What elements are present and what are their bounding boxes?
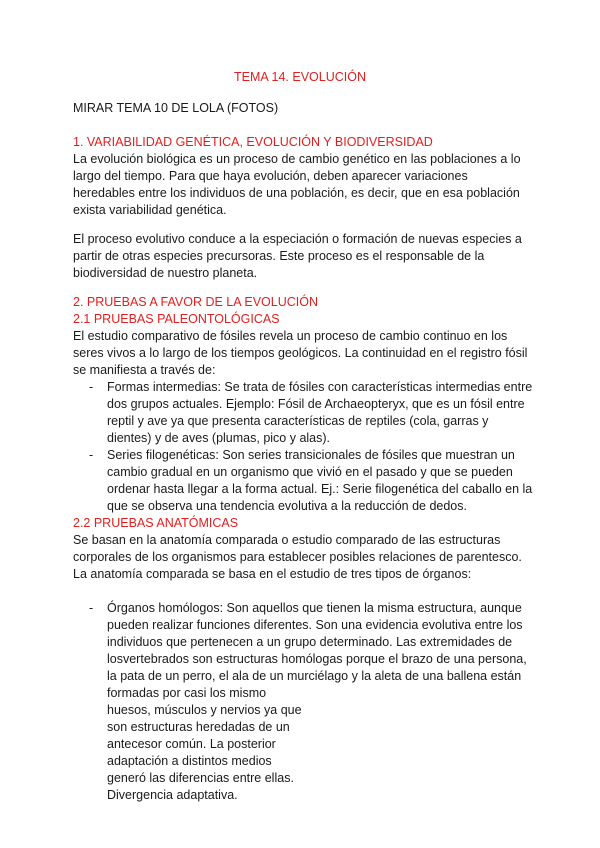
homologous-line: antecesor común. La posterior	[107, 737, 276, 751]
organ-types-list	[73, 600, 533, 804]
list-item	[73, 600, 533, 804]
fossil-evidence-list	[73, 379, 533, 515]
list-item: - Series filogenéticas: Son series transicionales de fósiles que muestran un cambio gradual en un organismo que vivió en el pasado y que se pueden ordenar hasta llegar a la forma actual. Ej.: Serie filogenética del caballo en la que se observa una tendencia evolutiva a la reducción de dedos.	[73, 447, 533, 515]
section2-heading: 2. PRUEBAS A FAVOR DE LA EVOLUCIÓN	[73, 295, 318, 309]
homologous-line: generó las diferencias entre ellas.	[107, 771, 294, 785]
note-line: MIRAR TEMA 10 DE LOLA (FOTOS)	[73, 101, 279, 115]
section2-2-intro: Se basan en la anatomía comparada o estudio comparado de las estructuras corporales de los organismos para establecer posibles relaciones de parentesco. La anatomía comparada se basa en el estudio de tres tipos de órganos:	[73, 533, 522, 581]
section2-1-intro: El estudio comparativo de fósiles revela un proceso de cambio continuo en los seres vivos a lo largo de los tiempos geológicos. La continuidad en el registro fósil se manifiesta a través de:	[73, 329, 528, 377]
section2-1-heading: 2.1 PRUEBAS PALEONTOLÓGICAS	[73, 312, 280, 326]
homologous-organs-text: Órganos homólogos: Son aquellos que tienen la misma estructura, aunque pueden realizar funciones diferentes. Son una evidencia evolutiva entre los individuos que pertenecen a un grupo determinado. Las extremidades de losvertebrados son estructuras homólogas porque el brazo de una persona, la pata de un perro, el ala de un murciélago y la aleta de una ballena están	[107, 601, 527, 683]
document-title: TEMA 14. EVOLUCIÓN	[234, 70, 366, 84]
homologous-line: son estructuras heredadas de un	[107, 720, 290, 734]
section1-heading: 1. VARIABILIDAD GENÉTICA, EVOLUCIÓN Y BIODIVERSIDAD	[73, 135, 433, 149]
document-body	[73, 100, 533, 804]
section1-paragraph-1: La evolución biológica es un proceso de cambio genético en las poblaciones a lo largo del tiempo. Para que haya evolución, deben aparecer variaciones heredables entre los individuos de una población, es decir, que en esa población exista variabilidad genética.	[73, 152, 521, 217]
homologous-line: formadas por casi los mismo	[107, 686, 267, 700]
section1-paragraph-2: El proceso evolutivo conduce a la especiación o formación de nuevas especies a partir de otras especies precursoras. Este proceso es el responsable de la biodiversidad de nuestro planeta.	[73, 232, 522, 280]
list-item: - Formas intermedias: Se trata de fósiles con características intermedias entre dos grupos actuales. Ejemplo: Fósil de Archaeopteryx, que es un fósil entre reptil y ave ya que presenta características de reptiles (cola, garras y dientes) y de aves (plumas, pico y alas).	[73, 379, 533, 447]
section2-2-heading: 2.2 PRUEBAS ANATÓMICAS	[73, 516, 239, 530]
homologous-line: adaptación a distintos medios	[107, 754, 272, 768]
homologous-line: huesos, músculos y nervios ya que	[107, 703, 302, 717]
homologous-line: Divergencia adaptativa.	[107, 788, 238, 802]
